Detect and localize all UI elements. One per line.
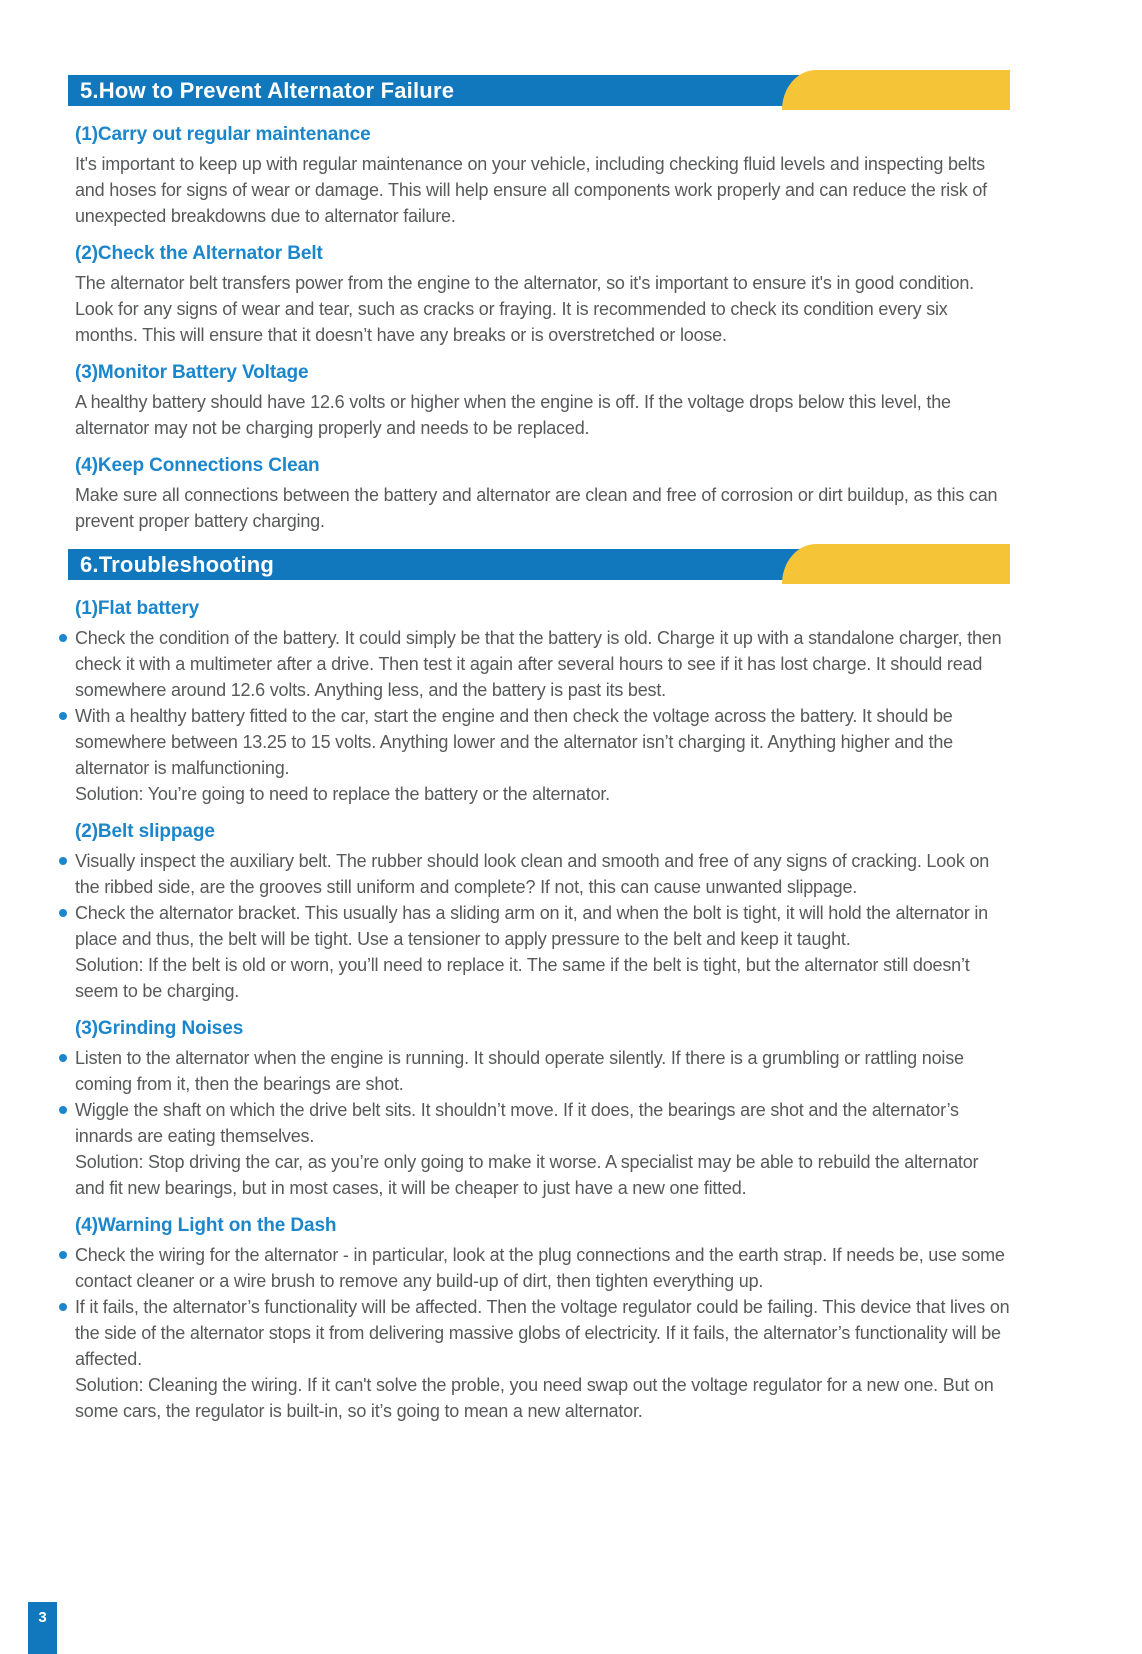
solution-text: Solution: Cleaning the wiring. If it can't solve the proble, you need swap out the voltage regulator for a new one. But on some cars, the regulator is built-in, so it’s going to mean a new alternator. <box>75 1375 994 1421</box>
solution-text: Solution: Stop driving the car, as you’re only going to make it worse. A specialist may be able to rebuild the alternator and fit new bearings, but in most cases, it will be cheaper to just have a new one fitted. <box>75 1152 979 1198</box>
subsection-paragraph: Make sure all connections between the battery and alternator are clean and free of corrosion or dirt buildup, as this can prevent proper battery charging. <box>75 485 998 531</box>
subsection-heading: (2)Check the Alternator Belt <box>75 243 323 264</box>
bullet-text: Listen to the alternator when the engine is running. It should operate silently. If there is a grumbling or rattling noise coming from it, then the bearings are shot. <box>75 1048 964 1094</box>
bullet-icon <box>59 1054 67 1062</box>
banner-yellow-swoosh <box>782 544 1010 584</box>
bullet-text: Check the alternator bracket. This usually has a sliding arm on it, and when the bolt is tight, it will hold the alternator in place and thus, the belt will be tight. Use a tensioner to apply pressure to the belt and keep it taught. <box>75 903 988 949</box>
subsection-heading: (3)Monitor Battery Voltage <box>75 362 309 383</box>
page-number-tab <box>28 1602 57 1654</box>
section-6-banner-bar <box>68 549 810 580</box>
page-number: 3 <box>38 1609 47 1626</box>
subsection-grinding-noises <box>75 1016 1010 1201</box>
section-6-body <box>68 596 1010 1424</box>
bullet-item <box>75 1045 1010 1097</box>
section-5-banner <box>68 70 1010 110</box>
bullet-item <box>75 1097 1010 1149</box>
bullet-icon <box>59 1106 67 1114</box>
subsection-monitor-voltage <box>75 360 1010 441</box>
page-content <box>68 70 1010 1424</box>
bullet-item <box>75 1242 1010 1294</box>
subsection-paragraph: It's important to keep up with regular maintenance on your vehicle, including checking fluid levels and inspecting belts and hoses for signs of wear or damage. This will help ensure all components work properly and can reduce the risk of unexpected breakdowns due to alternator failure. <box>75 154 987 226</box>
bullet-text: Check the wiring for the alternator - in particular, look at the plug connections and the earth strap. If needs be, use some contact cleaner or a wire brush to remove any build-up of dirt, then tighten everything up. <box>75 1245 1005 1291</box>
bullet-text: Visually inspect the auxiliary belt. The rubber should look clean and smooth and free of any signs of cracking. Look on the ribbed side, are the grooves still uniform and complete? If not, this can cause unwanted slippage. <box>75 851 990 897</box>
section-6-title: 6.Troubleshooting <box>80 551 275 577</box>
subsection-flat-battery <box>75 596 1010 807</box>
bullet-icon <box>59 909 67 917</box>
subsection-warning-light <box>75 1213 1010 1424</box>
bullet-text: If it fails, the alternator’s functionality will be affected. Then the voltage regulator could be failing. This device that lives on the side of the alternator stops it from delivering massive globs of electricity. If it fails, the alternator’s functionality will be affected. <box>75 1297 1010 1369</box>
subsection-check-belt <box>75 241 1010 348</box>
bullet-item <box>75 625 1010 703</box>
subsection-heading: (3)Grinding Noises <box>75 1018 244 1039</box>
bullet-icon <box>59 712 67 720</box>
bullet-text: Wiggle the shaft on which the drive belt sits. It shouldn’t move. If it does, the bearings are shot and the alternator’s innards are eating themselves. <box>75 1100 959 1146</box>
banner-yellow-swoosh <box>782 70 1010 110</box>
bullet-item <box>75 848 1010 900</box>
bullet-text: With a healthy battery fitted to the car, start the engine and then check the voltage across the battery. It should be somewhere between 13.25 to 15 volts. Anything lower and the alternator isn’t charging it. Anything higher and the alternator is malfunctioning. <box>75 706 953 778</box>
subsection-heading: (4)Warning Light on the Dash <box>75 1215 337 1236</box>
section-6-banner <box>68 544 1010 584</box>
section-5-body <box>68 122 1010 534</box>
bullet-item <box>75 703 1010 781</box>
bullet-icon <box>59 634 67 642</box>
bullet-item <box>75 1294 1010 1372</box>
subsection-paragraph: The alternator belt transfers power from the engine to the alternator, so it's important to ensure it's in good condition. Look for any signs of wear and tear, such as cracks or fraying. It is recommended to check its condition every six months. This will ensure that it doesn’t have any breaks or is overstretched or loose. <box>75 273 974 345</box>
subsection-keep-connections-clean <box>75 453 1010 534</box>
subsection-regular-maintenance <box>75 122 1010 229</box>
section-5-title: 5.How to Prevent Alternator Failure <box>80 77 455 103</box>
subsection-belt-slippage <box>75 819 1010 1004</box>
subsection-heading: (2)Belt slippage <box>75 821 215 842</box>
bullet-icon <box>59 1251 67 1259</box>
solution-text: Solution: You’re going to need to replace the battery or the alternator. <box>75 784 610 804</box>
subsection-heading: (1)Flat battery <box>75 598 200 619</box>
bullet-text: Check the condition of the battery. It could simply be that the battery is old. Charge it up with a standalone charger, then check it with a multimeter after a drive. Then test it again after several hours to see if it has lost charge. It should read somewhere around 12.6 volts. Anything less, and the battery is past its best. <box>75 628 1002 700</box>
subsection-heading: (4)Keep Connections Clean <box>75 455 320 476</box>
bullet-icon <box>59 857 67 865</box>
section-5-banner-bar <box>68 75 810 106</box>
solution-text: Solution: If the belt is old or worn, you’ll need to replace it. The same if the belt is tight, but the alternator still doesn’t seem to be charging. <box>75 955 970 1001</box>
bullet-icon <box>59 1303 67 1311</box>
subsection-heading: (1)Carry out regular maintenance <box>75 124 371 145</box>
subsection-paragraph: A healthy battery should have 12.6 volts or higher when the engine is off. If the voltage drops below this level, the alternator may not be charging properly and needs to be replaced. <box>75 392 951 438</box>
bullet-item <box>75 900 1010 952</box>
